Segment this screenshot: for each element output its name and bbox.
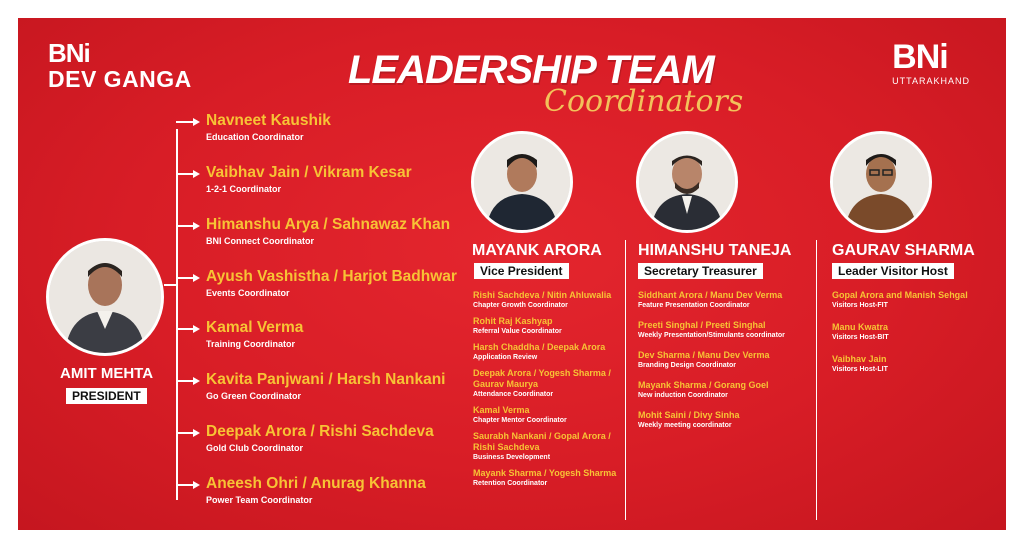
chapter-name: DEV GANGA (48, 66, 192, 92)
arrow-right-icon (193, 170, 200, 178)
team-member-name: Kamal Verma (473, 405, 530, 415)
coordinator-name: Aneesh Ohri / Anurag Khanna (206, 475, 426, 492)
team-member-role: Visitors Host-FIT (832, 302, 888, 309)
leader-name-secretary-treasurer: HIMANSHU TANEJA (638, 242, 792, 259)
team-member-role: Business Development (473, 454, 551, 461)
team-member-role: New induction Coordinator (638, 392, 728, 399)
tree-trunk-line (176, 129, 178, 500)
column-divider (625, 240, 626, 520)
bni-dev-ganga-logo (48, 40, 192, 91)
leader-badge-secretary-treasurer: Secretary Treasurer (638, 263, 763, 279)
secretary-treasurer-team-list (638, 290, 813, 440)
leader-photo-gaurav (830, 131, 932, 233)
team-member-item (832, 322, 992, 342)
team-member-name: Preeti Singhal / Preeti Singhal (638, 320, 766, 330)
coordinator-role: Go Green Coordinator (206, 391, 302, 401)
team-member-item (832, 354, 992, 374)
team-member-item (832, 290, 992, 310)
team-member-role: Weekly meeting coordinator (638, 422, 732, 429)
leader-photo-himanshu (636, 131, 738, 233)
coordinator-role: Events Coordinator (206, 288, 290, 298)
coordinator-role: 1-2-1 Coordinator (206, 184, 282, 194)
bni-logo-text: BNi (892, 38, 948, 76)
visitor-host-team-list (832, 290, 992, 386)
team-member-item (473, 468, 623, 488)
team-member-item (638, 290, 813, 310)
team-member-item (638, 350, 813, 370)
coordinator-role: BNI Connect Coordinator (206, 236, 314, 246)
tree-branch-line (176, 380, 193, 382)
tree-branch-line (176, 432, 193, 434)
arrow-right-icon (193, 377, 200, 385)
coordinator-name: Kavita Panjwani / Harsh Nankani (206, 371, 446, 388)
person-avatar-icon (833, 134, 929, 230)
coordinator-name: Navneet Kaushik (206, 112, 331, 129)
bni-logo-text: BNi (48, 38, 90, 68)
coordinator-role: Training Coordinator (206, 339, 295, 349)
region-name: UTTARAKHAND (892, 76, 970, 86)
tree-branch-line (176, 121, 193, 123)
team-member-item (638, 320, 813, 340)
vice-president-team-list (473, 290, 623, 494)
team-member-name: Mayank Sharma / Yogesh Sharma (473, 468, 617, 478)
team-member-item (638, 380, 813, 400)
team-member-name: Dev Sharma / Manu Dev Verma (638, 350, 770, 360)
team-member-item (473, 405, 623, 425)
arrow-right-icon (193, 222, 200, 230)
tree-branch-line (176, 225, 193, 227)
tree-branch-line (176, 277, 193, 279)
team-member-name: Mayank Sharma / Gorang Goel (638, 380, 769, 390)
person-avatar-icon (639, 134, 735, 230)
tree-branch-line (176, 484, 193, 486)
team-member-name: Harsh Chaddha / Deepak Arora (473, 342, 606, 352)
team-member-role: Chapter Mentor Coordinator (473, 417, 567, 424)
team-member-item (473, 342, 623, 362)
team-member-name: Saurabh Nankani / Gopal Arora / Rishi Sachdeva (473, 431, 611, 452)
person-avatar-icon (49, 241, 161, 353)
team-member-name: Rohit Raj Kashyap (473, 316, 553, 326)
tree-president-link (164, 284, 176, 286)
team-member-role: Branding Design Coordinator (638, 362, 736, 369)
team-member-name: Manu Kwatra (832, 322, 889, 332)
team-member-role: Visitors Host-BIT (832, 334, 889, 341)
person-avatar-icon (474, 134, 570, 230)
team-member-role: Application Review (473, 354, 538, 361)
page-subtitle: Coordinators (544, 84, 744, 119)
team-member-role: Referral Value Coordinator (473, 328, 562, 335)
president-photo (46, 238, 164, 356)
coordinator-role: Power Team Coordinator (206, 495, 313, 505)
bni-uttarakhand-logo (892, 40, 970, 86)
team-member-item (473, 316, 623, 336)
coordinator-role: Gold Club Coordinator (206, 443, 303, 453)
arrow-right-icon (193, 118, 200, 126)
tree-branch-line (176, 173, 193, 175)
president-name: AMIT MEHTA (60, 365, 154, 382)
coordinator-name: Deepak Arora / Rishi Sachdeva (206, 423, 434, 440)
team-member-role: Chapter Growth Coordinator (473, 302, 568, 309)
coordinator-name: Himanshu Arya / Sahnawaz Khan (206, 216, 451, 233)
page-title: LEADERSHIP TEAM (348, 48, 714, 92)
team-member-name: Mohit Saini / Divy Sinha (638, 410, 740, 420)
leader-name-vice-president: MAYANK ARORA (472, 242, 602, 259)
team-member-role: Feature Presentation Coordinator (638, 302, 750, 309)
arrow-right-icon (193, 429, 200, 437)
coordinator-name: Ayush Vashistha / Harjot Badhwar (206, 268, 457, 285)
team-member-item (638, 410, 813, 430)
leader-name-visitor-host: GAURAV SHARMA (832, 242, 975, 259)
leader-badge-visitor-host: Leader Visitor Host (832, 263, 954, 279)
tree-branch-line (176, 328, 193, 330)
leader-photo-mayank (471, 131, 573, 233)
president-badge: PRESIDENT (66, 388, 147, 404)
team-member-name: Vaibhav Jain (832, 354, 887, 364)
coordinator-name: Kamal Verma (206, 319, 304, 336)
coordinator-role: Education Coordinator (206, 132, 304, 142)
leadership-poster (18, 18, 1006, 530)
team-member-name: Gopal Arora and Manish Sehgal (832, 290, 968, 300)
team-member-item (473, 290, 623, 310)
arrow-right-icon (193, 325, 200, 333)
team-member-name: Deepak Arora / Yogesh Sharma / Gaurav Maurya (473, 368, 611, 389)
team-member-role: Visitors Host-LIT (832, 366, 888, 373)
team-member-item (473, 368, 623, 399)
team-member-role: Attendance Coordinator (473, 391, 554, 398)
team-member-name: Rishi Sachdeva / Nitin Ahluwalia (473, 290, 612, 300)
team-member-name: Siddhant Arora / Manu Dev Verma (638, 290, 783, 300)
arrow-right-icon (193, 274, 200, 282)
arrow-right-icon (193, 481, 200, 489)
team-member-role: Retention Coordinator (473, 480, 548, 487)
team-member-role: Weekly Presentation/Stimulants coordinator (638, 332, 785, 339)
column-divider (816, 240, 817, 520)
team-member-item (473, 431, 623, 462)
leader-badge-vice-president: Vice President (474, 263, 569, 279)
coordinator-name: Vaibhav Jain / Vikram Kesar (206, 164, 412, 181)
